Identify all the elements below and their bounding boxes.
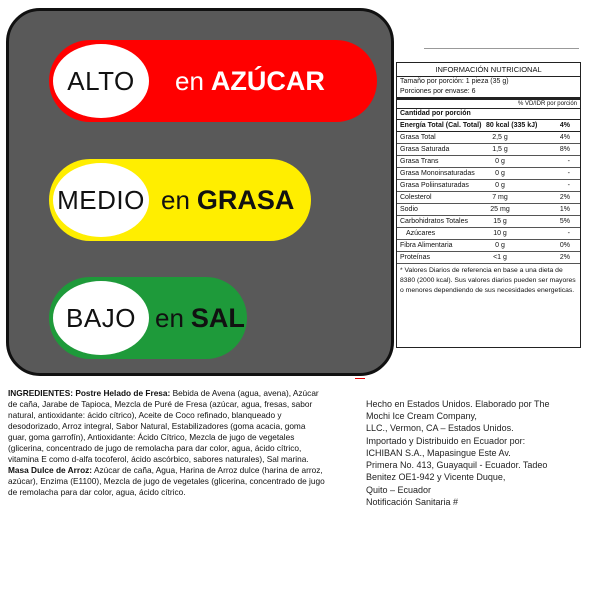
nutrient-name: Carbohidratos Totales — [400, 217, 468, 225]
nutrient-amount: 0 g — [495, 157, 505, 165]
nutrition-row — [397, 156, 580, 168]
company-line: Hecho en Estados Unidos. Elaborado por The — [366, 399, 550, 409]
nutrition-row-energy — [397, 120, 580, 132]
warning-nutrient: SAL — [190, 302, 245, 333]
company-line: Mochi Ice Cream Company, — [366, 411, 477, 422]
nutrient-amount: 0 g — [495, 241, 505, 249]
decorative-red-line — [355, 378, 365, 379]
nutrient-amount: 1,5 g — [492, 145, 508, 153]
level-text: BAJO — [66, 302, 136, 333]
warning-label — [161, 159, 294, 241]
company-line: Benitez OE1-942 y Vicente Duque, — [366, 472, 506, 483]
level-badge — [53, 44, 149, 118]
dough-name: Masa Dulce de Arroz: — [8, 465, 93, 476]
nutrition-row — [397, 132, 580, 144]
servings-per-container: Porciones por envase: 6 — [397, 87, 580, 100]
level-badge — [53, 281, 149, 355]
nutrient-dv: 5% — [559, 217, 570, 225]
traffic-light-panel — [6, 8, 394, 376]
nutrition-title: INFORMACIÓN NUTRICIONAL — [397, 63, 580, 77]
dv-header: % VD/IDR por porción — [397, 100, 580, 110]
company-line: LLC., Vermon, CA – Estados Unidos. — [366, 423, 514, 434]
nutrition-row — [397, 204, 580, 216]
nutrient-amount: 25 mg — [490, 205, 510, 213]
serving-size: Tamaño por porción: 1 pieza (35 g) — [400, 78, 509, 86]
nutrient-dv: 0% — [559, 241, 570, 249]
warning-nutrient: GRASA — [196, 184, 295, 215]
nutrient-dv: - — [567, 169, 570, 177]
company-line: Primera No. 413, Guayaquil - Ecuador. Tadeo — [366, 460, 548, 471]
company-line: Importado y Distribuido en Ecuador por: — [366, 435, 526, 446]
nutrient-name: Grasa Trans — [400, 157, 439, 165]
nutrient-dv: 2% — [559, 193, 570, 201]
warning-label — [175, 40, 325, 122]
nutrient-amount: <1 g — [493, 253, 507, 261]
level-text: MEDIO — [57, 184, 145, 215]
ingredients-label: INGREDIENTES: — [8, 388, 73, 398]
dough-text: Azúcar de caña, Agua, Harina de Arroz dulce (harina de arroz, azúcar), Enzima (E1100), Mezcla de jugo de vegetales (glicerina, concentrado de jugo de remolacha para dar color, agua, ácido cítrico. — [8, 465, 325, 498]
nutrition-row — [397, 144, 580, 156]
nutrient-amount: 10 g — [493, 229, 507, 237]
nutrient-amount: 80 kcal (335 kJ) — [486, 121, 538, 129]
nutrition-table — [396, 62, 581, 348]
nutrient-dv: 4% — [559, 121, 570, 129]
nutrient-name: Fibra Alimentaria — [400, 241, 453, 249]
nutrient-amount: 2,5 g — [492, 133, 508, 141]
nutrition-row — [397, 168, 580, 180]
nutrition-row — [397, 228, 580, 240]
warning-bar-sugar — [49, 40, 377, 122]
warning-bar-salt — [49, 277, 247, 359]
warning-bar-fat — [49, 159, 311, 241]
warning-prefix: en — [155, 302, 184, 333]
nutrient-amount: 15 g — [493, 217, 507, 225]
nutrient-dv: 4% — [559, 133, 570, 141]
warning-label — [155, 277, 245, 359]
quantity-caption: Cantidad por porción — [397, 109, 580, 120]
nutrient-dv: 8% — [559, 145, 570, 153]
nutrient-dv: - — [567, 229, 570, 237]
nutrient-name: Grasa Poliinsaturadas — [400, 181, 469, 189]
nutrient-name: Proteínas — [400, 253, 430, 261]
nutrient-name: Grasa Total — [400, 133, 436, 141]
level-badge — [53, 163, 149, 237]
nutrient-name: Azúcares — [406, 229, 436, 237]
nutrient-name: Grasa Saturada — [400, 145, 450, 153]
nutrient-amount: 0 g — [495, 169, 505, 177]
level-text: ALTO — [67, 65, 135, 96]
nutrient-name: Grasa Monoinsaturadas — [400, 169, 475, 177]
nutrition-row — [397, 192, 580, 204]
nutrition-row — [397, 216, 580, 228]
company-info — [366, 398, 594, 508]
nutrition-row — [397, 252, 580, 264]
nutrition-rows — [397, 132, 580, 264]
company-line: Quito – Ecuador — [366, 484, 432, 495]
ingredients-block — [8, 388, 326, 498]
nutrient-dv: 1% — [559, 205, 570, 213]
nutrient-dv: 2% — [559, 253, 570, 261]
nutrient-dv: - — [567, 181, 570, 189]
nutrient-amount: 0 g — [495, 181, 505, 189]
warning-prefix: en — [175, 65, 204, 96]
nutrition-footnote: * Valores Diarios de referencia en base a una dieta de 8380 (2000 kcal). Sus valores diarios pueden ser mayores o menores dependiendo de sus necesidades energeticas. — [400, 266, 576, 294]
nutrition-row — [397, 180, 580, 192]
warning-nutrient: AZÚCAR — [210, 65, 325, 96]
decorative-red-line — [424, 48, 579, 49]
product-name: Postre Helado de Fresa: — [75, 388, 171, 398]
nutrient-dv: - — [567, 157, 570, 165]
warning-prefix: en — [161, 184, 190, 215]
company-line: ICHIBAN S.A., Mapasingue Este Av. — [366, 447, 511, 458]
nutrition-row — [397, 240, 580, 252]
nutrient-name: Colesterol — [400, 193, 432, 201]
nutrient-name: Energía Total (Cal. Total) — [400, 121, 482, 129]
nutrient-amount: 7 mg — [492, 193, 508, 201]
company-line: Notificación Sanitaria # — [366, 496, 459, 507]
ingredients-text: Bebida de Avena (agua, avena), Azúcar de caña, Jarabe de Tapioca, Mezcla de Puré de Fresa (azúcar, agua, fresas, sabor natural, antioxidante: ácido cítrico), Aceite de Coco refinado, blanqueado y desodorizado, Arroz integral, Sabor Natural, Estabilizadores (goma acacia, goma guar, goma garrofín), Antioxidante: Ácido Cítrico, Mezcla de jugo de vegetales (glicerina, concentrado de jugo de remolacha para dar color, agua, ácido cítrico, vitamina E como d-alfa tocoferol, ácido ascórbico, sabores naturales), Sal marina. — [8, 388, 319, 465]
nutrient-name: Sodio — [400, 205, 418, 213]
